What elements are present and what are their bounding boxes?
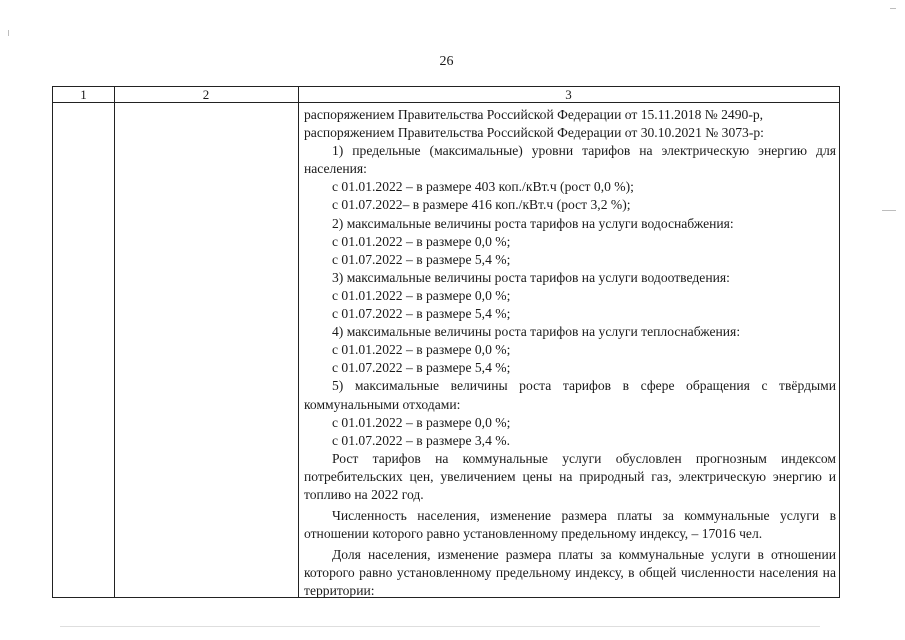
text-paragraph: Рост тарифов на коммунальные услуги обусловлен прогнозным индексом потребительских цен, увеличением цены на природный газ, электрическую энергию и топливо на 2022 год. <box>304 450 836 502</box>
column-header-1: 1 <box>80 87 87 102</box>
column-header-2: 2 <box>202 87 210 102</box>
scan-artifact <box>882 210 896 211</box>
scan-artifact <box>890 8 896 9</box>
scan-artifact <box>8 30 9 36</box>
scan-artifact <box>60 626 820 627</box>
text-paragraph: 5) максимальные величины роста тарифов в сфере обращения с твёрдыми коммунальными отходами: <box>304 378 836 412</box>
text-paragraph: Доля населения, изменение размера платы за коммунальные услуги в отношении которого равно установленному предельному индексу, в общей численности населения на территории: <box>304 547 836 599</box>
page-number: 26 <box>439 54 454 69</box>
column-divider <box>298 87 299 597</box>
column-header-3: 3 <box>565 87 572 102</box>
text-line: распоряжением Правительства Российской Федерации от 15.11.2018 № 2490-р, <box>304 107 764 122</box>
text-line: с 01.01.2022 – в размере 0,0 %; <box>332 414 511 430</box>
text-line: 4) максимальные величины роста тарифов на услуги теплоснабжения: <box>332 324 741 340</box>
table-header-row <box>53 87 839 103</box>
text-paragraph: 1) предельные (максимальные) уровни тарифов на электрическую энергию для населения: <box>304 143 836 177</box>
text-line: 3) максимальные величины роста тарифов на услуги водоотведения: <box>332 269 730 285</box>
column-3-text <box>304 106 836 601</box>
text-line: с 01.07.2022 – в размере 5,4 %; <box>332 360 511 376</box>
text-line: с 01.01.2022 – в размере 0,0 %; <box>332 233 511 249</box>
text-line: 2) максимальные величины роста тарифов на услуги водоснабжения: <box>332 215 734 231</box>
column-divider <box>114 87 115 597</box>
text-line: с 01.07.2022 – в размере 5,4 %; <box>332 251 511 267</box>
document-table <box>52 86 840 598</box>
text-line: с 01.07.2022 – в размере 5,4 %; <box>332 306 511 322</box>
text-line: с 01.07.2022 – в размере 3,4 %. <box>332 432 510 448</box>
text-line: с 01.01.2022 – в размере 0,0 %; <box>332 287 511 303</box>
text-line: с 01.01.2022 – в размере 0,0 %; <box>332 342 511 358</box>
text-line: с 01.07.2022– в размере 416 коп./кВт.ч (рост 3,2 %); <box>332 197 631 213</box>
text-paragraph: Численность населения, изменение размера платы за коммунальные услуги в отношении которого равно установленному предельному индексу, – 17016 чел. <box>304 508 836 542</box>
text-line: с 01.01.2022 – в размере 403 коп./кВт.ч (рост 0,0 %); <box>332 179 634 195</box>
text-line: распоряжением Правительства Российской Федерации от 30.10.2021 № 3073-р: <box>304 125 764 141</box>
